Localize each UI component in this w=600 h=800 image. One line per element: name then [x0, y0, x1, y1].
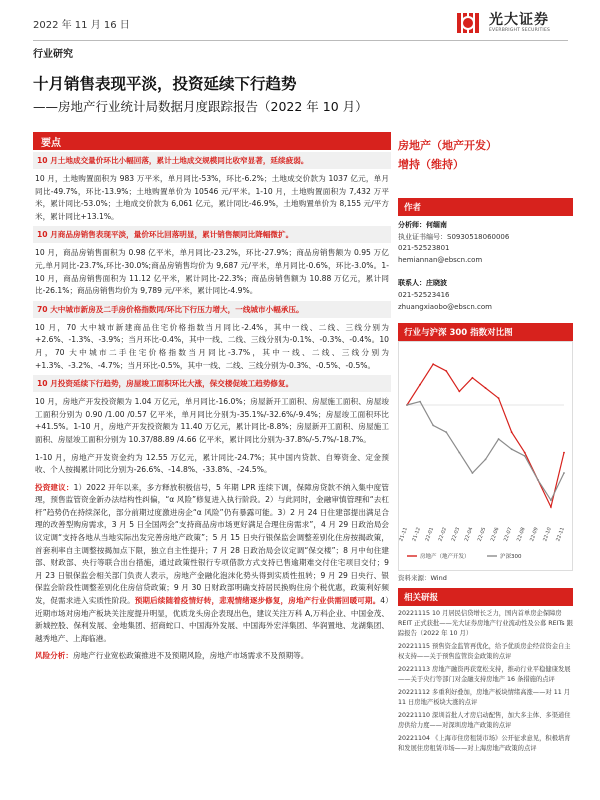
related-reports-list — [398, 609, 573, 754]
analyst-phone: 021-52523801 — [398, 244, 450, 253]
contact-block — [398, 278, 573, 313]
key-points-label: 要点 — [41, 138, 61, 149]
chart-point — [524, 452, 526, 454]
analyst-license: 执业证书编号：S0930518060006 — [398, 232, 510, 241]
header-divider — [33, 40, 568, 41]
chart-point — [511, 431, 513, 433]
chart-point — [485, 459, 487, 461]
contact-phone: 021-52523416 — [398, 290, 450, 299]
risk-label: 风险分析： — [35, 651, 73, 661]
related-report-item[interactable]: 20221112 多重利好叠加，房地产板块情绪高涨——对 11 月 11 日房地产板块大涨的点评 — [398, 689, 571, 707]
highlight-land: 10 月土地成交量价环比小幅回落，累计土地成交规模同比收窄显著，延续疲弱。 — [33, 152, 391, 169]
chart-point — [537, 479, 539, 481]
related-reports-bar: 相关研报 — [398, 588, 573, 606]
paragraph-investment: 10 月，房地产开发投资额为 1.04 万亿元，单月同比-16.0%；房屋新开工面积、房屋施工面积、房屋竣工面积分别为 0.90 /1.00 /0.57 亿平米，单月同比分别为-35.1%/-32.6%/-9.4%；房屋竣工面积环比+41.5%。1-10 月，房地产开发投资额为 11.40 万亿元，累计同比-8.8%；房屋新开工面积、房屋施工面积、房屋竣工面积分别为 10.37/88.89 /4.66 亿平米，累计同比分别为-37.8%/-5.7%/-18.7%。 — [35, 397, 389, 444]
chart-point — [472, 472, 474, 474]
logo-name: 光大证券 — [489, 12, 549, 28]
chart-x-tick-label: 22-03 — [450, 526, 462, 543]
advice-label: 投资建议： — [35, 482, 74, 492]
advice-text: 1）2022 开年以来，多方释放积极信号，5 年期 LPR 连续下调，保障房贷款不纳入集中度管理，预售监管资金新办法结构性纠偏，“α 风险”修复进入执行阶段。2）与此同时，金融审慎管理和“去杠杆”趋势仍在持续深化，部分前期过度激进房企“α 风险”仍有暴露可能。3）2 月 24 日住建部提出满足合理的改善型购房需求，3 月 5 日全国两会“支持商品房市场更好满足合理住房需求”，4 月 29 日政治局会议定调“支持各地从当地实际出发完善房地产政策”；5 月 15 日央行银保监会调整差别化住房按揭政策，首套利率自主调整按揭加点下限，独立自主性提升；7 月 28 日政治局会议定调“保交楼”；8 月中旬住建部、财政部、央行等联合出台措施，通过政策性银行专项借款方式支持已售逾期难交付住宅项目交付；9 月 23 日银保监会相关部门负责人表示，房地产金融化泡沫化势头得到实质性扭转；9 月 29 日央行、银保监会阶段性调整差别化住房信贷政策；9 月 30 日财政部明确支持居民换购住房个税优惠，政策利好频发，促需求进入实质性阶段。 — [35, 482, 389, 606]
chart-x-tick-label: 22-07 — [502, 526, 514, 543]
brand-logo — [456, 8, 576, 38]
analyst-name: 何缅南 — [426, 221, 447, 229]
chart-point — [445, 370, 447, 372]
paragraph-funding: 1-10 月，房地产开发资金约为 12.55 万亿元，累计同比-24.7%；其中国内贷款、自筹资金、定金预收、个人按揭累计同比分别为-26.6%、-14.8%、-33.8%、-24.5%。 — [35, 452, 389, 475]
chart-x-tick-label: 22-08 — [516, 526, 527, 543]
paragraph-land: 10 月，土地购置面积为 983 万平米，单月同比-53%，环比-6.2%；土地成交价款为 1037 亿元，单月同比-49.7%，环比-13.9%；土地购置单价为 10546 元/平米。1-10 月，土地购置面积为 7,432 万平米，累计同比-53.0%；土地成交价款为 6,061 亿元，累计同比-46.9%，土地购置单价为 8,155 元/平方米，累计同比+13.1%。 — [35, 174, 389, 221]
chart-point — [458, 452, 460, 454]
chart-x-tick-label: 21-12 — [411, 526, 422, 543]
chart-x-tick-label: 22-04 — [463, 526, 475, 543]
chart-point — [498, 438, 500, 440]
chart-x-tick-label: 22-10 — [542, 526, 553, 543]
risk-text: 房地产行业宽松政策推进不及预期风险，房地产市场需求不及预期等。 — [72, 651, 309, 661]
chart-point — [550, 506, 552, 508]
chart-x-tick-label: 22-11 — [555, 526, 566, 543]
chart-source: 资料来源：Wind — [398, 574, 447, 583]
sector-name: 房地产（地产开发） — [398, 139, 497, 152]
highlight-sales: 10 月商品房销售表现平淡，量价环比回落明显，累计销售额同比降幅微扩。 — [33, 226, 391, 243]
chart-point — [432, 425, 434, 427]
chart-point — [550, 499, 552, 501]
chart-point — [445, 431, 447, 433]
highlight-prices: 70 大中城市新房及二手房价格指数同/环比下行压力增大，一线城市小幅承压。 — [33, 301, 391, 318]
chart-x-tick-label: 21-11 — [399, 526, 409, 543]
contact-name: 庄晓波 — [426, 279, 447, 288]
paragraph-risk — [33, 648, 391, 666]
related-report-item[interactable]: 20221115 10 月居民信贷增长乏力，国内首单房企保障房 REIT 正式获批——光大证券房地产行业流动性及公募 REITs 跟踪报告（2022 年 10 月） — [398, 610, 573, 638]
chart-point — [458, 391, 460, 393]
chart-x-tick-label: 22-09 — [529, 526, 540, 543]
paragraph-prices: 10 月，70 大中城市新建商品住宅价格指数当月同比-2.4%，其中一线、二线、三线分别为+2.6%、-1.3%、-3.9%；当月环比-0.4%，其中一线、二线、三线分别为-0.1%、-0.3%、-0.4%。10 月，70 大中城市二手住宅价格指数当月同比-3.7%，其中一线、二线、三线分别为+1.3%、-3.2%、-4.7%；当月环比-0.5%，其中一线、二线、三线分别为-0.3%、-0.5%、-0.5%。 — [35, 322, 389, 370]
analyst-block — [398, 220, 573, 266]
related-report-item[interactable]: 20221104 《上海市住房租赁市场》公开征求意见，积极培育和发展住房租赁市场——对上海房地产政策的点评 — [398, 735, 571, 753]
report-subtitle: ——房地产行业统计局数据月度跟踪报告（2022 年 10 月） — [33, 99, 368, 114]
advice-outlook: 预期后续随着疫情好转，悲观情绪逐步修复，房地产行业供需回暖可期。 — [134, 596, 381, 606]
chart-bar: 行业与沪深 300 指数对比图 — [398, 323, 573, 341]
chart-point — [498, 397, 500, 399]
report-category: 行业研究 — [33, 49, 73, 60]
sidebar — [398, 132, 573, 757]
chart-svg — [399, 342, 572, 566]
chart-point — [563, 452, 565, 454]
chart-point — [563, 472, 565, 474]
chart-x-tick-label: 22-06 — [489, 526, 501, 543]
chart-point — [472, 377, 474, 379]
chart-point — [419, 384, 421, 386]
contact-role: 联系人： — [398, 279, 426, 288]
index-comparison-chart — [398, 341, 573, 571]
related-report-item[interactable]: 20221110 深圳首批人才房启动配售，加大多主体、多渠道住房供给力度——对深圳房地产政策的点评 — [398, 712, 571, 730]
related-report-item[interactable]: 20221115 预售资金监管再优化，给予优质房企经营资金自主权支持——关于预售监管资金政策的点评 — [398, 643, 571, 661]
contact-email[interactable]: zhuangxiaobo@ebscn.com — [398, 302, 492, 311]
sector-rating: 增持（维持） — [398, 158, 464, 171]
chart-point — [419, 401, 421, 403]
main-column — [33, 152, 391, 666]
chart-legend-label: 房地产（地产开发） — [420, 554, 470, 561]
highlight-investment: 10 月投资延续下行趋势，房屋竣工面积环比大涨，保交楼促竣工趋势修复。 — [33, 375, 391, 392]
chart-x-tick-label: 22-01 — [424, 526, 436, 543]
chart-point — [511, 448, 513, 450]
chart-point — [524, 455, 526, 457]
logo-english-name: EVERBRIGHT SECURITIES — [489, 28, 551, 33]
related-report-item[interactable]: 20221113 房地产融资再获宽松支持，推动行业平稳健康发展——关于央行等部门对金融支持房地产 16 条措施的点评 — [398, 666, 571, 684]
paragraph-advice — [33, 480, 391, 649]
paragraph-sales: 10 月，商品房销售面积为 0.98 亿平米，单月同比-23.2%，环比-27.9%；商品房销售额为 0.95 万亿元,单月同比-23.7%,环比-30.0%;商品房销售均价为 9,687 元/平米，单月同比-0.6%，环比-3.0%。1-10 月，商品房销售面积为 11.12 亿平米，累计同比-22.3%；商品房销售额为 10.88 万亿元，累计同比-26.1%；商品房销售均价为 9,789 元/平米，累计同比-4.9%。 — [35, 248, 389, 296]
chart-point — [485, 387, 487, 389]
chart-legend-label: 沪深300 — [500, 554, 522, 561]
key-points-bar — [33, 132, 391, 150]
chart-x-tick-label: 22-05 — [476, 526, 488, 543]
logo-sun-icon — [456, 10, 482, 36]
chart-point — [406, 404, 408, 406]
report-date: 2022 年 11 月 16 日 — [33, 20, 130, 31]
analyst-email[interactable]: hemiannan@ebscn.com — [398, 255, 483, 264]
chart-x-tick-label: 22-02 — [437, 526, 449, 543]
advice-picks: 4）近期市场对房地产板块关注度提升明显，优质龙头房企表现出色，建议关注万科 A,万科企业、中国金茂、新城控股、保利发展、金地集团、招商蛇口、中国海外发展、中国海外宏洋集团、华润置地、龙湖集团、越秀地产、上海临港。 — [35, 596, 389, 643]
analyst-role: 分析师： — [398, 221, 426, 229]
chart-point — [432, 363, 434, 365]
author-bar: 作者 — [398, 198, 573, 216]
chart-series-line-0 — [407, 364, 564, 507]
report-title: 十月销售表现平淡，投资延续下行趋势 — [33, 75, 297, 93]
